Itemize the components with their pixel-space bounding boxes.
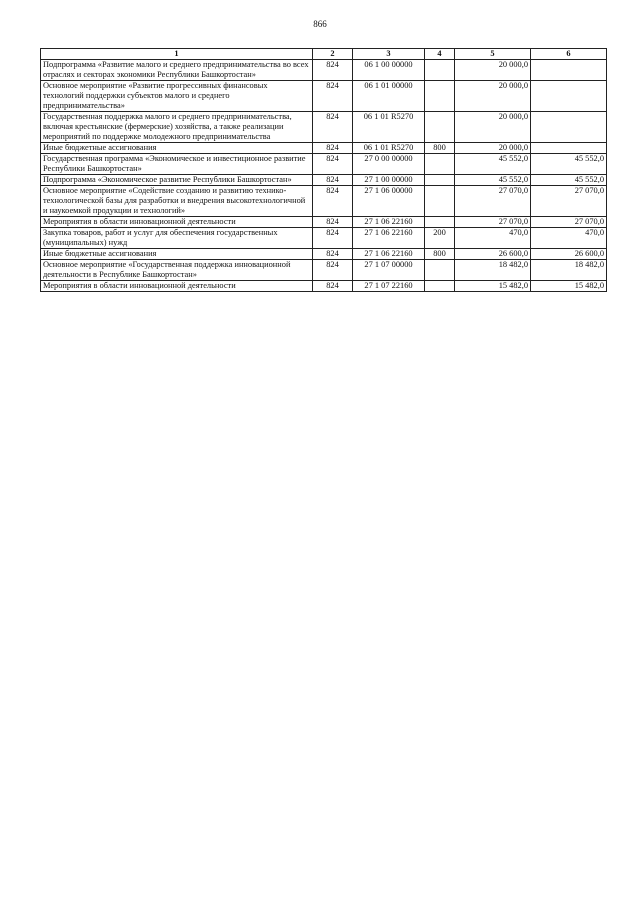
table-row <box>41 175 607 186</box>
row-sum-1: 20 000,0 <box>455 81 531 112</box>
row-code: 824 <box>313 281 353 292</box>
row-sum-1: 18 482,0 <box>455 260 531 281</box>
row-sum-1: 26 600,0 <box>455 249 531 260</box>
row-code: 824 <box>313 217 353 228</box>
row-csr: 27 1 07 00000 <box>353 260 425 281</box>
row-code: 824 <box>313 60 353 81</box>
row-sum-2 <box>531 60 607 81</box>
column-header-2: 2 <box>313 49 353 60</box>
row-code: 824 <box>313 81 353 112</box>
row-vr <box>425 186 455 217</box>
row-csr: 06 1 01 R5270 <box>353 143 425 154</box>
row-sum-2: 27 070,0 <box>531 217 607 228</box>
row-sum-1: 27 070,0 <box>455 217 531 228</box>
row-csr: 27 1 06 22160 <box>353 228 425 249</box>
row-csr: 27 1 07 22160 <box>353 281 425 292</box>
row-code: 824 <box>313 186 353 217</box>
row-vr <box>425 175 455 186</box>
table-row <box>41 260 607 281</box>
row-name: Основное мероприятие «Развитие прогрессивных финансовых технологий поддержки субъектов малого и среднего предпринимательства» <box>41 81 313 112</box>
table-row <box>41 81 607 112</box>
row-sum-1: 15 482,0 <box>455 281 531 292</box>
row-vr <box>425 112 455 143</box>
row-csr: 27 1 00 00000 <box>353 175 425 186</box>
row-csr: 27 0 00 00000 <box>353 154 425 175</box>
row-csr: 06 1 00 00000 <box>353 60 425 81</box>
row-sum-2: 45 552,0 <box>531 175 607 186</box>
column-header-3: 3 <box>353 49 425 60</box>
table-row <box>41 143 607 154</box>
row-sum-2: 26 600,0 <box>531 249 607 260</box>
row-sum-1: 27 070,0 <box>455 186 531 217</box>
row-name: Закупка товаров, работ и услуг для обеспечения государственных (муниципальных) нужд <box>41 228 313 249</box>
row-sum-2: 27 070,0 <box>531 186 607 217</box>
row-sum-1: 470,0 <box>455 228 531 249</box>
row-vr <box>425 154 455 175</box>
row-name: Государственная программа «Экономическое и инвестиционное развитие Республики Башкортостан» <box>41 154 313 175</box>
row-code: 824 <box>313 228 353 249</box>
row-name: Подпрограмма «Экономическое развитие Республики Башкортостан» <box>41 175 313 186</box>
page-number: 866 <box>313 19 327 29</box>
row-vr <box>425 217 455 228</box>
row-vr: 200 <box>425 228 455 249</box>
row-sum-2 <box>531 112 607 143</box>
row-sum-1: 45 552,0 <box>455 154 531 175</box>
row-code: 824 <box>313 154 353 175</box>
row-sum-1: 20 000,0 <box>455 143 531 154</box>
column-header-1: 1 <box>41 49 313 60</box>
row-sum-2 <box>531 81 607 112</box>
row-vr <box>425 81 455 112</box>
row-name: Государственная поддержка малого и среднего предпринимательства, включая крестьянские (фермерские) хозяйства, а также реализации мероприятий по поддержке молодежного предпринимательства <box>41 112 313 143</box>
table-row <box>41 112 607 143</box>
row-sum-1: 20 000,0 <box>455 112 531 143</box>
column-header-5: 5 <box>455 49 531 60</box>
row-vr <box>425 60 455 81</box>
row-name: Иные бюджетные ассигнования <box>41 143 313 154</box>
column-header-6: 6 <box>531 49 607 60</box>
row-csr: 27 1 06 22160 <box>353 217 425 228</box>
table-row <box>41 186 607 217</box>
row-vr <box>425 260 455 281</box>
table-row <box>41 228 607 249</box>
table-row <box>41 281 607 292</box>
row-vr <box>425 281 455 292</box>
row-code: 824 <box>313 143 353 154</box>
row-sum-2 <box>531 143 607 154</box>
row-csr: 06 1 01 00000 <box>353 81 425 112</box>
row-sum-2: 470,0 <box>531 228 607 249</box>
table-row <box>41 217 607 228</box>
row-name: Подпрограмма «Развитие малого и среднего предпринимательства во всех отраслях и секторах экономики Республики Башкортостан» <box>41 60 313 81</box>
row-code: 824 <box>313 112 353 143</box>
row-code: 824 <box>313 249 353 260</box>
table-row <box>41 249 607 260</box>
row-sum-2: 45 552,0 <box>531 154 607 175</box>
row-csr: 27 1 06 00000 <box>353 186 425 217</box>
row-sum-1: 45 552,0 <box>455 175 531 186</box>
row-sum-1: 20 000,0 <box>455 60 531 81</box>
row-vr: 800 <box>425 143 455 154</box>
table-row <box>41 60 607 81</box>
budget-table <box>40 48 607 292</box>
table-row <box>41 154 607 175</box>
row-name: Иные бюджетные ассигнования <box>41 249 313 260</box>
row-sum-2: 18 482,0 <box>531 260 607 281</box>
row-name: Основное мероприятие «Государственная поддержка инновационной деятельности в Республике Башкортостан» <box>41 260 313 281</box>
row-csr: 27 1 06 22160 <box>353 249 425 260</box>
table-body <box>41 60 607 292</box>
column-header-4: 4 <box>425 49 455 60</box>
row-name: Основное мероприятие «Содействие созданию и развитию технико-технологической базы для разработки и внедрения высокотехнологичной и наукоемкой продукции и технологий» <box>41 186 313 217</box>
row-sum-2: 15 482,0 <box>531 281 607 292</box>
row-code: 824 <box>313 175 353 186</box>
row-name: Мероприятия в области инновационной деятельности <box>41 217 313 228</box>
row-name: Мероприятия в области инновационной деятельности <box>41 281 313 292</box>
table-header-row <box>41 49 607 60</box>
row-csr: 06 1 01 R5270 <box>353 112 425 143</box>
row-vr: 800 <box>425 249 455 260</box>
row-code: 824 <box>313 260 353 281</box>
